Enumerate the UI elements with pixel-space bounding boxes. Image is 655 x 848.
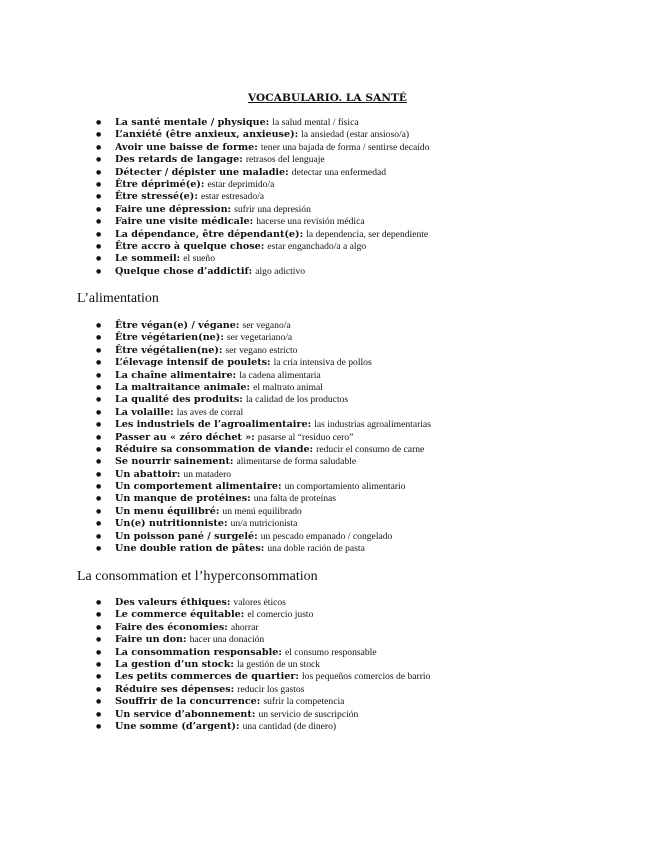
vocab-term: La santé mentale / physique: — [115, 117, 270, 128]
section-heading-alimentation: L’alimentation — [77, 291, 159, 306]
vocab-item — [96, 229, 430, 241]
vocab-item — [96, 506, 431, 518]
vocab-translation: la gestión de un stock — [236, 658, 321, 670]
vocab-item — [96, 129, 430, 141]
vocab-term: Se nourrir sainement: — [115, 456, 234, 468]
vocab-translation: el sueño — [183, 253, 216, 265]
vocab-term: Un service d’abonnement: — [115, 708, 256, 720]
vocab-term: Être déprimé(e): — [115, 178, 205, 190]
vocab-translation: las aves de corral — [176, 406, 244, 418]
vocab-item — [96, 216, 430, 228]
vocab-translation: la calidad de los productos — [245, 394, 349, 406]
vocab-translation: la cadena alimentaria — [239, 369, 321, 381]
vocab-translation: la ansiedad (estar ansioso/a) — [301, 129, 410, 141]
vocab-item — [96, 709, 430, 721]
vocab-item — [96, 332, 431, 344]
vocab-translation: una falta de proteínas — [253, 493, 337, 505]
vocab-translation: tener una bajada de forma / sentirse decaído — [260, 141, 430, 153]
vocab-translation: estar enganchado/a a algo — [267, 240, 367, 252]
vocab-translation: las industrias agroalimentarias — [314, 419, 431, 431]
vocab-translation: ser vegetariano/a — [226, 332, 293, 344]
vocab-term: Faire une dépression: — [115, 203, 232, 215]
vocab-term: L’élevage intensif de poulets: — [115, 357, 271, 369]
vocab-item — [96, 518, 431, 530]
vocab-item — [96, 659, 430, 671]
vocab-translation: ser vegano/a — [242, 320, 291, 331]
alimentation-vocab-list — [96, 320, 431, 555]
vocab-translation: un comportamiento alimentario — [284, 481, 406, 493]
vocab-translation: los pequeños comercios de barrio — [301, 671, 431, 683]
vocab-item — [96, 357, 431, 369]
vocab-translation: la cría intensiva de pollos — [273, 357, 372, 369]
vocab-term: La qualité des produits: — [115, 394, 243, 406]
vocab-item — [96, 345, 431, 357]
vocab-translation: un pescado empanado / congelado — [260, 530, 393, 542]
vocab-translation: un servicio de suscripción — [258, 708, 359, 720]
vocab-item — [96, 167, 430, 179]
vocab-term: Les industriels de l’agroalimentaire: — [115, 419, 312, 431]
vocab-item — [96, 382, 431, 394]
vocab-translation: el maltrato animal — [253, 381, 323, 393]
vocab-translation: ahorrar — [230, 621, 259, 633]
vocab-translation: valores éticos — [233, 597, 286, 608]
vocab-translation: reducir los gastos — [237, 683, 305, 695]
vocab-item — [96, 456, 431, 468]
vocab-item — [96, 622, 430, 634]
vocab-term: Être végétalien(ne): — [115, 344, 223, 356]
vocab-translation: un menú equilibrado — [222, 505, 302, 517]
vocab-item — [96, 671, 430, 683]
vocab-item — [96, 444, 431, 456]
vocab-term: Un(e) nutritionniste: — [115, 518, 228, 530]
vocab-item — [96, 432, 431, 444]
vocab-term: Un abattoir: — [115, 468, 181, 480]
vocab-term: Détecter / dépister une maladie: — [115, 166, 289, 178]
vocab-item — [96, 204, 430, 216]
vocab-translation: retrasos del lenguaje — [245, 154, 325, 166]
vocab-item — [96, 407, 431, 419]
vocab-translation: estar deprimido/a — [207, 178, 275, 190]
vocab-item — [96, 684, 430, 696]
vocab-term: Souffrir de la concurrence: — [115, 696, 261, 708]
vocab-item — [96, 142, 430, 154]
vocab-item — [96, 154, 430, 166]
vocab-translation: sufrir la competencia — [263, 696, 345, 708]
vocab-item — [96, 696, 430, 708]
vocab-item — [96, 721, 430, 733]
vocab-term: La volaille: — [115, 406, 174, 418]
vocab-term: Faire un don: — [115, 634, 187, 646]
vocab-term: Être végan(e) / végane: — [115, 320, 240, 331]
vocab-term: Avoir une baisse de forme: — [115, 141, 258, 153]
vocab-term: Une somme (d’argent): — [115, 720, 240, 732]
vocab-item — [96, 493, 431, 505]
vocab-term: La consommation responsable: — [115, 646, 282, 658]
vocab-item — [96, 266, 430, 278]
vocab-term: Réduire sa consommation de viande: — [115, 443, 314, 455]
vocab-item — [96, 179, 430, 191]
vocab-term: Faire une visite médicale: — [115, 216, 254, 228]
vocab-translation: alimentarse de forma saludable — [236, 456, 357, 468]
vocab-translation: un matadero — [183, 468, 232, 480]
vocab-translation: reducir el consumo de carne — [316, 443, 425, 455]
vocab-term: Un menu équilibré: — [115, 505, 220, 517]
section-heading-consommation: La consommation et l’hyperconsommation — [77, 569, 318, 584]
vocab-item — [96, 191, 430, 203]
vocab-item — [96, 117, 430, 129]
consommation-vocab-list — [96, 597, 430, 733]
vocab-term: Être accro à quelque chose: — [115, 240, 265, 252]
vocab-item — [96, 634, 430, 646]
document-title: VOCABULARIO. LA SANTÉ — [247, 92, 408, 104]
vocab-item — [96, 481, 431, 493]
vocab-term: Réduire ses dépenses: — [115, 683, 235, 695]
vocab-term: Passer au « zéro déchet »: — [115, 431, 255, 443]
vocab-translation: el comercio justo — [247, 609, 314, 621]
vocab-translation: sufrir una depresión — [234, 203, 311, 215]
vocab-term: La gestion d’un stock: — [115, 658, 234, 670]
vocab-translation: ser vegano estricto — [225, 344, 298, 356]
vocab-item — [96, 320, 431, 332]
vocab-translation: la dependencia, ser dependiente — [306, 228, 429, 240]
vocab-term: L’anxiété (être anxieux, anxieuse): — [115, 129, 299, 141]
vocab-item — [96, 419, 431, 431]
vocab-translation: una doble ración de pasta — [267, 543, 365, 555]
vocab-term: Des retards de langage: — [115, 154, 243, 166]
vocab-translation: un/a nutricionista — [230, 518, 298, 530]
vocab-translation: el consumo responsable — [284, 646, 377, 658]
vocab-term: Le commerce équitable: — [115, 609, 245, 621]
vocab-translation: hacer una donación — [189, 634, 265, 646]
vocab-term: Les petits commerces de quartier: — [115, 671, 299, 683]
vocab-item — [96, 370, 431, 382]
vocab-item — [96, 543, 431, 555]
vocab-item — [96, 647, 430, 659]
vocab-translation: pasarse al “residuo cero” — [257, 431, 354, 443]
vocab-term: Faire des économies: — [115, 621, 228, 633]
vocab-term: Le sommeil: — [115, 253, 181, 265]
vocab-term: Des valeurs éthiques: — [115, 597, 231, 608]
vocab-term: La dépendance, être dépendant(e): — [115, 228, 304, 240]
vocab-item — [96, 241, 430, 253]
vocab-term: La maltraitance animale: — [115, 381, 251, 393]
vocab-term: Un comportement alimentaire: — [115, 481, 282, 493]
vocab-term: Être végétarien(ne): — [115, 332, 224, 344]
vocab-translation: hacerse una revisión médica — [256, 216, 365, 228]
vocab-term: La chaîne alimentaire: — [115, 369, 237, 381]
vocab-term: Quelque chose d’addictif: — [115, 265, 253, 277]
vocab-term: Une double ration de pâtes: — [115, 543, 265, 555]
vocab-item — [96, 469, 431, 481]
vocab-term: Un manque de protéines: — [115, 493, 251, 505]
vocab-translation: detectar una enfermedad — [291, 166, 387, 178]
vocab-item — [96, 394, 431, 406]
vocab-translation: una cantidad (de dinero) — [242, 720, 337, 732]
vocab-item — [96, 253, 430, 265]
vocab-translation: estar estresado/a — [200, 191, 265, 203]
vocab-term: Être stressé(e): — [115, 191, 198, 203]
vocab-item — [96, 597, 430, 609]
vocab-term: Un poisson pané / surgelé: — [115, 530, 258, 542]
health-vocab-list — [96, 117, 430, 278]
vocab-translation: algo adictivo — [255, 265, 306, 277]
vocab-item — [96, 531, 431, 543]
vocab-item — [96, 609, 430, 621]
vocab-translation: la salud mental / física — [272, 117, 359, 128]
